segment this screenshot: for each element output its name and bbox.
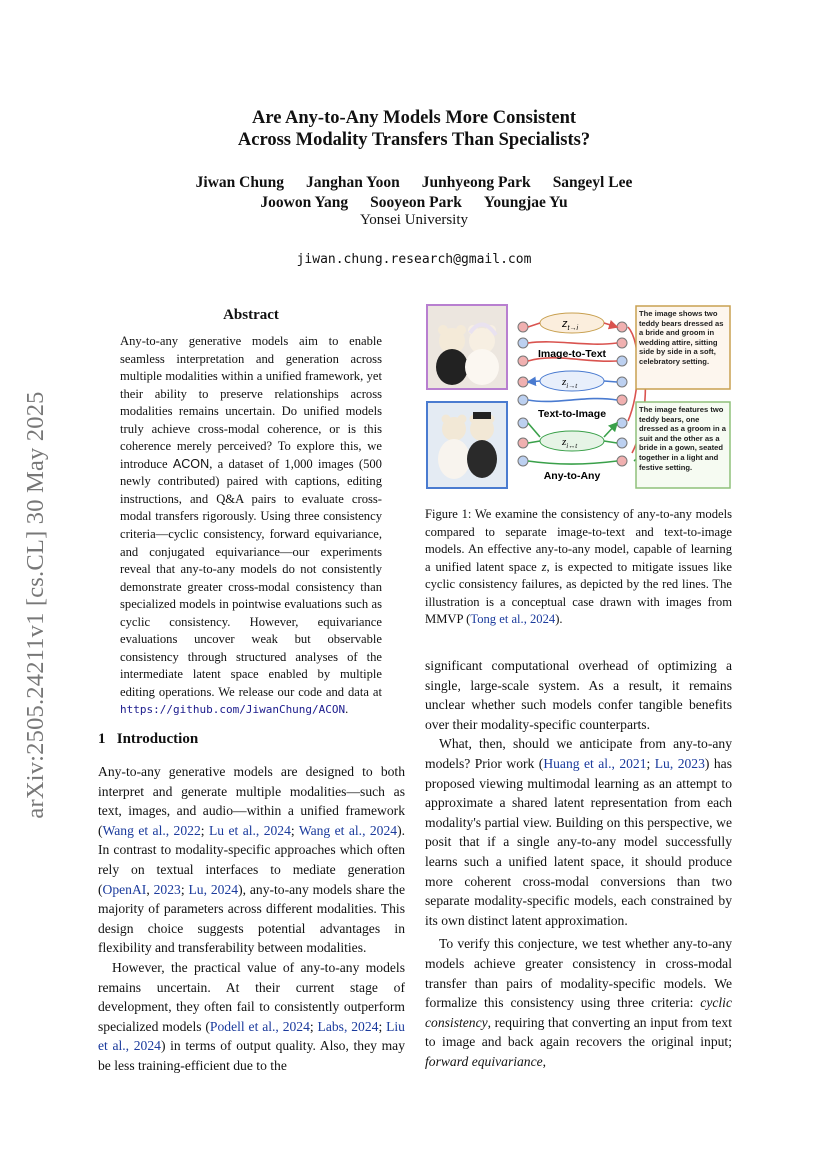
text-box-bottom-content: The image features two teddy bears, one dressed as a groom in a suit and the other as a bride in a gown, seated together in a light and festive setting. <box>639 405 726 472</box>
paragraph <box>425 734 732 930</box>
body-text: significant computational overhead of optimizing a single, large-scale system. As a result, it remains unclear whether such models confer tangible benefits over their modality-specific counterparts. <box>425 658 732 732</box>
title-line-1: Are Any-to-Any Models More Consistent <box>251 108 577 128</box>
teddy-photo-top <box>427 305 507 389</box>
body-text: What, then, should we anticipate from any-to-any models? Prior work ( <box>425 736 732 771</box>
emphasis-text: forward equivariance <box>425 1053 543 1069</box>
body-text: ) has proposed viewing multimodal learning as an attempt to approximate a shared latent representation from each modality's partial view. Building on this perspective, we posit that if a single any-to-any model successfully learns such a unified latent space, it should produce more coherent cross-modal conversions than two separate modality-specific models, each constrained by its own distinct latent approximation. <box>425 755 732 928</box>
author: Youngjae Yu <box>483 194 568 211</box>
paragraph <box>425 656 732 734</box>
latent-label-mid: $z_{i\to t}$ <box>562 376 578 390</box>
citation-link[interactable]: Podell et al., 2024 <box>209 1018 310 1034</box>
intro-left-column <box>98 762 405 1076</box>
body-text: ; <box>309 1018 318 1034</box>
author: Junhyeong Park <box>421 174 531 191</box>
paper-title <box>0 107 828 151</box>
author: Joowon Yang <box>260 194 349 211</box>
arxiv-id: arXiv:2505.24211v1 [cs.CL] 30 May 2025 <box>22 391 49 819</box>
body-text: ) in terms of output quality. Also, they may be less training-efficient due to the <box>98 1038 405 1073</box>
section-number: 1 <box>98 731 106 747</box>
body-text: ; <box>200 822 209 838</box>
text-box-top-content: The image shows two teddy bears dressed as a bride and groom in wedding attire, sitting side by side in a soft, celebratory setting. <box>639 309 724 366</box>
paragraph <box>425 934 732 1071</box>
dataset-name: ACON <box>172 456 210 471</box>
citation-link[interactable]: Wang et al., 2022 <box>102 822 201 838</box>
citation-link[interactable]: Lu, 2023 <box>654 755 705 771</box>
author-row-1 <box>0 173 828 193</box>
body-text: ; <box>290 822 299 838</box>
code-link[interactable]: https://github.com/JiwanChung/ACON <box>120 703 346 717</box>
author-email[interactable]: jiwan.chung.research@gmail.com <box>296 252 532 267</box>
abstract-text: , a dataset of 1,000 images (500 newly contributed) paired with captions, editing instructions, and Q&A pairs to evaluate cross-modal transfers rigorously. Using three consistency criteria—cyclic consistency, forward equivariance, and conjugated equivariance—our experiments reveal that any-to-any models do not consistently demonstrate greater cross-modal consistency than specialized models in pointwise evaluations such as cyclic consistency. However, equivariance evaluations uncover weak but observable consistency through structured analyses of the intermediate latent space enabled by multiple editing operations. We release our code and data at <box>120 456 382 699</box>
body-text: To verify this conjecture, we test whether any-to-any models achieve greater consistency in cross-modal transfer than pairs of modality-specific models. We formalize this consistency using three criteria: <box>425 936 732 1011</box>
arxiv-stamp <box>18 360 54 850</box>
body-text: , <box>542 1053 547 1069</box>
author-row-2 <box>0 193 828 213</box>
label-text-to-image: Text-to-Image <box>537 408 607 420</box>
citation-link[interactable]: Huang et al., 2021 <box>543 755 647 771</box>
label-image-to-text: Image-to-Text <box>537 348 607 360</box>
latent-label-bottom: $z_{i\leftrightarrow t}$ <box>562 436 578 450</box>
body-text: Any-to-any generative models are designed to both interpret and generate multiple modalities—such as text, images, and audio—within a unified framework ( <box>98 764 405 838</box>
citation-link[interactable]: OpenAI <box>102 881 147 897</box>
body-text: , requiring that converting an input from text to image and back again recovers the original input; <box>425 1014 732 1050</box>
paragraph <box>98 958 405 1076</box>
caption-text: , is expected to mitigate issues like cyclic consistency failures, as depicted by the red lines. The illustration is a conceptual case drawn with images from MMVP ( <box>425 559 732 626</box>
paragraph <box>98 762 405 958</box>
caption-latent-symbol: z <box>541 559 547 574</box>
author: Sooyeon Park <box>370 194 462 211</box>
author: Janghan Yoon <box>305 174 400 191</box>
abstract-end: . <box>345 702 349 717</box>
body-text: ; <box>646 755 655 771</box>
author: Sangeyl Lee <box>552 174 633 191</box>
latent-label-top: $z_{t\to i}$ <box>562 318 578 332</box>
caption-text: ). <box>555 612 563 626</box>
body-text: ; <box>180 881 189 897</box>
teddy-photo-bottom <box>427 402 507 488</box>
citation-link[interactable]: Liu et al., 2024 <box>98 1018 405 1054</box>
caption-text: Figure 1: We examine the consistency of any-to-any models compared to separate image-to-text and text-to-image models. An effective any-to-any model, capable of learning a unified latent space <box>425 507 732 574</box>
abstract-text: Any-to-any generative models aim to enable seamless interpretation and generation across multiple modalities within a unified framework, yet their ability to preserve relationships across modalities remains uncertain. Do unified models truly achieve cross-modal coherence, or is this coherence merely perceived? To explore this, we introduce <box>120 334 382 471</box>
abstract-body <box>120 333 382 719</box>
author-list <box>0 173 828 213</box>
title-line-2: Across Modality Transfers Than Specialists? <box>237 130 591 150</box>
body-text: ). In contrast to modality-specific approaches which often rely on textual interfaces to mediate generation ( <box>98 822 406 897</box>
citation-link[interactable]: Wang et al., 2024 <box>298 822 398 838</box>
citation-link[interactable]: Tong et al., 2024 <box>470 612 556 626</box>
figure-caption <box>425 506 732 629</box>
emphasis-text: cyclic consistency <box>425 995 732 1030</box>
node-column-left <box>518 322 528 466</box>
abstract-heading: Abstract <box>223 307 279 323</box>
figure-1 <box>426 303 732 494</box>
affiliation: Yonsei University <box>359 212 469 228</box>
section-title: Introduction <box>116 731 199 747</box>
section-heading <box>98 731 198 748</box>
citation-link[interactable]: Lu, 2024 <box>188 881 239 897</box>
citation-link[interactable]: 2023 <box>153 881 181 897</box>
body-text: , <box>146 881 154 897</box>
intro-right-column <box>425 656 732 1071</box>
author: Jiwan Chung <box>195 174 284 191</box>
label-any-to-any: Any-to-Any <box>543 470 601 482</box>
node-column-right <box>617 322 627 466</box>
body-text: ; <box>378 1018 387 1034</box>
body-text: ), any-to-any models share the majority of parameters across different modalities. This design choice suggests potential advantages in flexibility and transferability between modalities. <box>98 881 405 956</box>
citation-link[interactable]: Lu et al., 2024 <box>208 822 291 838</box>
body-text: However, the practical value of any-to-any models remains uncertain. At their current stage of development, they often fail to consistently outperform specialized models ( <box>98 959 405 1034</box>
citation-link[interactable]: Labs, 2024 <box>317 1018 379 1034</box>
